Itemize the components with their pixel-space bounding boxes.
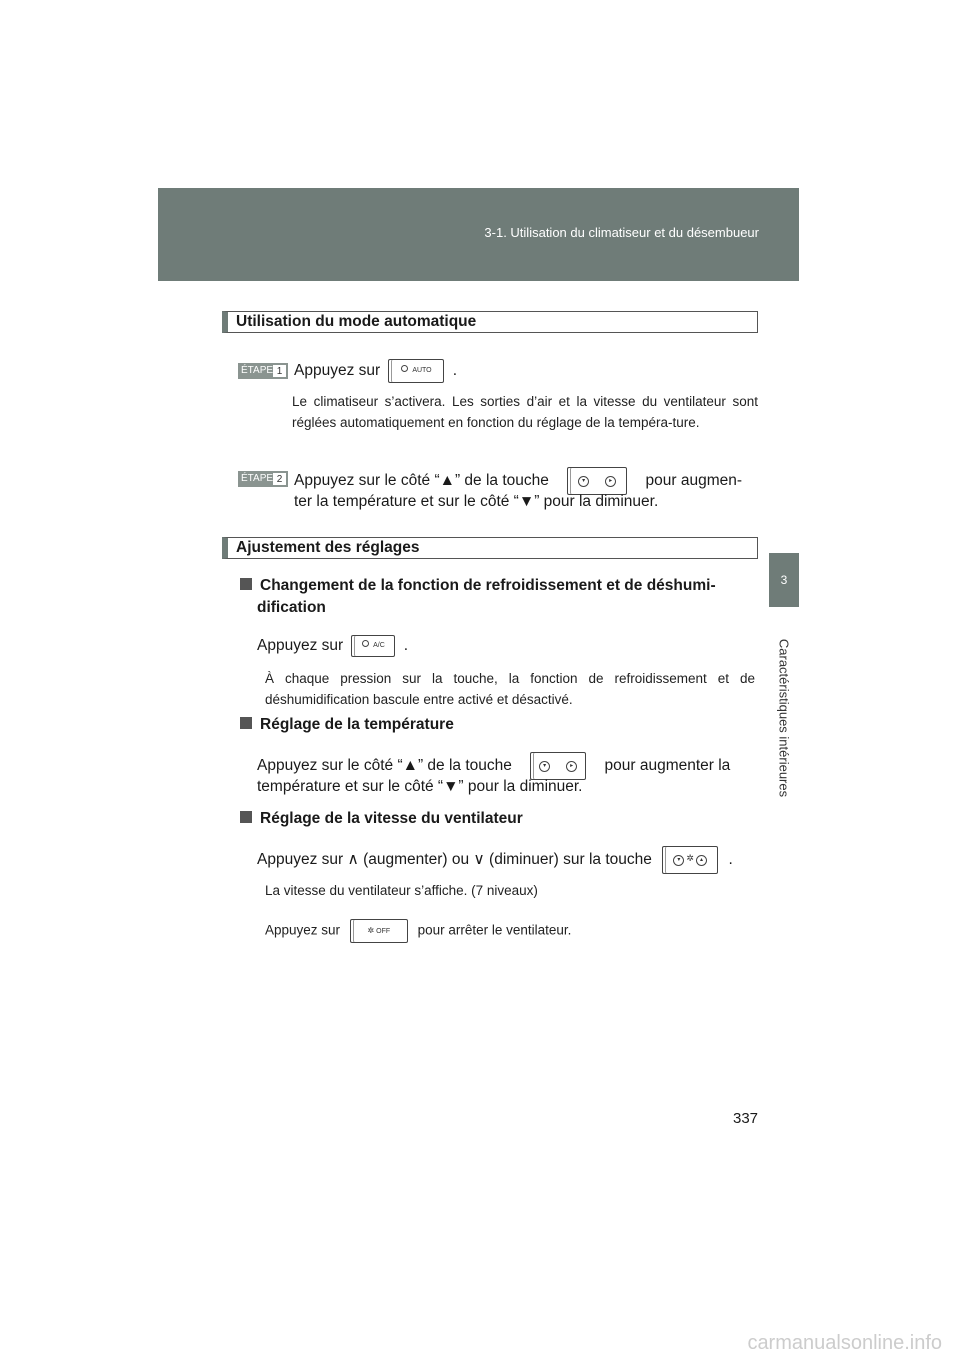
chapter-label: Caractéristiques intérieures: [776, 638, 792, 798]
header-bar: [158, 188, 799, 281]
auto-key-icon: [388, 359, 444, 383]
step-label: ÉTAPE: [241, 473, 274, 484]
bullet-title-text: Réglage de la température: [260, 716, 454, 733]
step-badge-2: [238, 471, 288, 487]
step1-text: Appuyez sur: [294, 362, 381, 380]
ac-key-icon: [351, 635, 395, 657]
auto-key-label: AUTO: [412, 367, 432, 374]
step-badge-1: [238, 363, 288, 379]
step-number: 2: [273, 473, 286, 485]
section-title: 3-1. Utilisation du climatiseur et du désembueur: [484, 225, 759, 240]
section-heading-auto: Utilisation du mode automatique: [222, 311, 758, 333]
fan-off-key-label: OFF: [376, 928, 391, 935]
fan-line: [257, 846, 733, 874]
fan-note-2: [265, 919, 571, 943]
temp-key-icon: ▾ ▸: [567, 467, 627, 495]
ac-line: [257, 635, 408, 657]
bullet-title-text: Réglage de la vitesse du ventilateur: [260, 810, 523, 827]
ac-period: .: [403, 637, 409, 655]
page-number: 337: [733, 1110, 759, 1127]
step1-line: [294, 359, 457, 383]
temp-text: Appuyez sur le côté “▲” de la touche: [257, 757, 512, 775]
temp-line1: [257, 752, 730, 780]
step-number: 1: [273, 365, 286, 377]
section-heading-settings: Ajustement des réglages: [222, 537, 758, 559]
watermark: carmanualsonline.info: [747, 1332, 942, 1354]
fan-text: Appuyez sur ∧ (augmenter) ou ∨ (diminuer) sur la touche: [257, 851, 652, 869]
temp-text-after: pour augmenter la: [604, 757, 731, 775]
bullet-cooling-title-2: dification: [257, 599, 326, 616]
ac-text: Appuyez sur: [257, 637, 344, 655]
bullet-temp-title: [240, 716, 454, 734]
step2-text: Appuyez sur le côté “▲” de la touche: [294, 472, 549, 490]
fan-note-1: La vitesse du ventilateur s’affiche. (7 niveaux): [265, 883, 538, 898]
bullet-square-icon: [240, 811, 252, 823]
step2-line2: ter la température et sur le côté “▼” pour la diminuer.: [294, 493, 659, 510]
bullet-cooling-title: [240, 577, 716, 595]
temp-line2: température et sur le côté “▼” pour la diminuer.: [257, 778, 583, 795]
bullet-fan-title: [240, 810, 523, 828]
temp-key-icon: ▾ ▸: [530, 752, 586, 780]
fan-off-text-after: pour arrêter le ventilateur.: [417, 922, 572, 938]
fan-off-text: Appuyez sur: [265, 922, 341, 938]
bullet-square-icon: [240, 578, 252, 590]
step-label: ÉTAPE: [241, 365, 274, 376]
fan-key-icon: ▾ ✲ ▴: [662, 846, 718, 874]
step2-text-after: pour augmen-: [645, 472, 743, 490]
fan-off-key-icon: ✲ OFF: [350, 919, 408, 943]
bullet-square-icon: [240, 717, 252, 729]
ac-note: À chaque pression sur la touche, la fonction de refroidissement et de déshumidification bascule entre activé et désactivé.: [265, 671, 755, 707]
step1-period: .: [452, 362, 458, 380]
step1-note: Le climatiseur s’activera. Les sorties d’air et la vitesse du ventilateur sont réglées automatiquement en fonction du réglage de la tempéra-ture.: [292, 394, 758, 430]
bullet-title-text: Changement de la fonction de refroidissement et de déshumi-: [260, 577, 716, 594]
ac-key-label: A/C: [373, 642, 385, 649]
fan-period: .: [728, 851, 733, 869]
step2-line1: [294, 467, 742, 495]
chapter-tab: 3: [769, 553, 799, 607]
